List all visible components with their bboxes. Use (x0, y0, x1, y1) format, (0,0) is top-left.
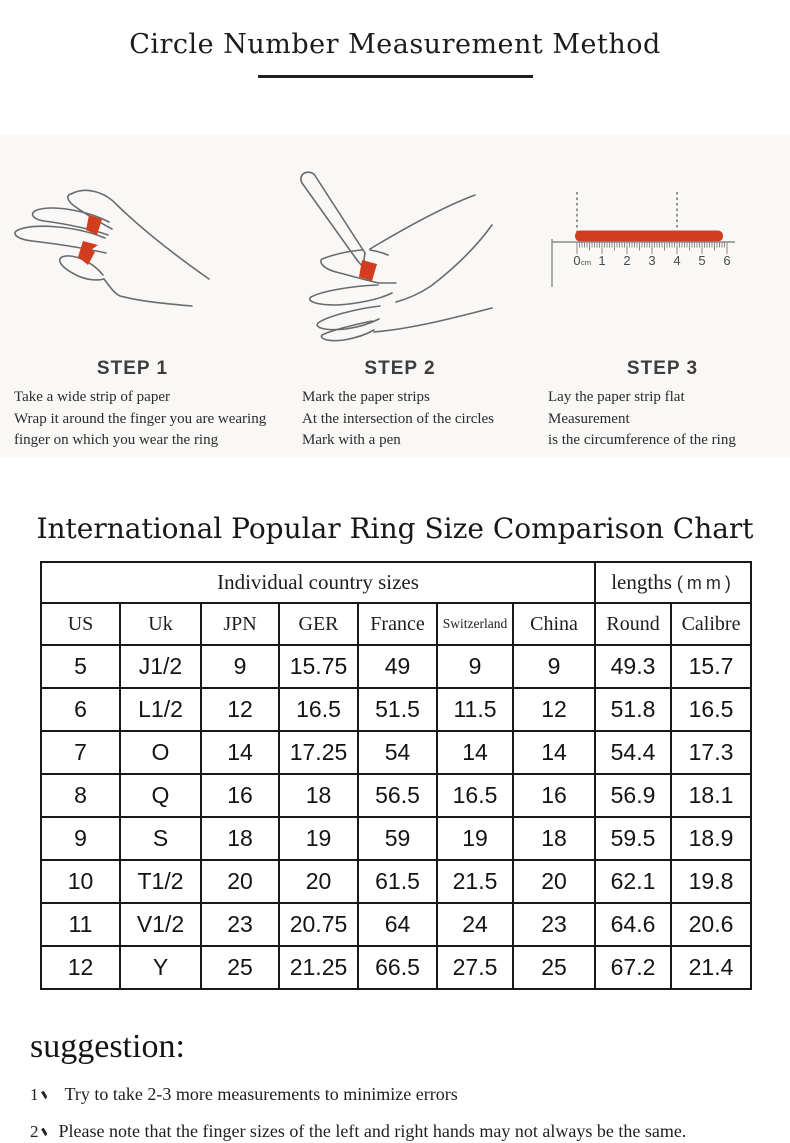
group-header-lengths (595, 562, 751, 603)
svg-text:5: 5 (698, 253, 706, 268)
table-cell: 20.75 (279, 903, 358, 946)
table-cell: 16 (513, 774, 595, 817)
table-cell: 9 (201, 645, 279, 688)
suggestion-item-2 (30, 1120, 790, 1143)
table-cell: 19 (279, 817, 358, 860)
suggestion-heading: suggestion: (30, 1028, 185, 1065)
table-cell: 24 (437, 903, 513, 946)
table-cell: 62.1 (595, 860, 671, 903)
step-3-illustration (535, 135, 790, 357)
hand-with-paper-strip-icon (8, 153, 258, 358)
step-1 (0, 135, 265, 457)
page-title: Circle Number Measurement Method (129, 29, 661, 60)
table-cell: 20 (513, 860, 595, 903)
table-cell: 17.25 (279, 731, 358, 774)
table-row (41, 903, 751, 946)
column-header-row (41, 603, 751, 645)
table-cell: 9 (437, 645, 513, 688)
step-2-description (265, 387, 535, 452)
item-text: Please note that the finger sizes of the left and right hands may not always be the same. (58, 1121, 687, 1141)
ring-size-table (40, 561, 752, 990)
table-cell: 27.5 (437, 946, 513, 989)
table-cell: 15.7 (671, 645, 751, 688)
group-header-row (41, 562, 751, 603)
step-2-line: At the intersection of the circles (302, 410, 495, 427)
table-cell: 20.6 (671, 903, 751, 946)
table-cell: 21.25 (279, 946, 358, 989)
measurement-steps (0, 135, 790, 457)
svg-text:4: 4 (673, 253, 681, 268)
lengths-label: lengths (611, 570, 672, 594)
table-cell: 59 (358, 817, 437, 860)
step-3-line: is the circumference of the ring (548, 432, 736, 448)
table-cell: 12 (201, 688, 279, 731)
ruler-unit-label: cm (581, 258, 591, 267)
chart-title: International Popular Ring Size Comparison Chart (36, 512, 754, 545)
table-cell: 18.9 (671, 817, 751, 860)
table-cell: 18 (279, 774, 358, 817)
table-cell: 61.5 (358, 860, 437, 903)
table-cell: 14 (201, 731, 279, 774)
table-cell: 21.4 (671, 946, 751, 989)
table-cell: 23 (513, 903, 595, 946)
column-header-jpn: JPN (201, 603, 279, 645)
svg-text:1: 1 (598, 253, 606, 268)
table-cell: 56.9 (595, 774, 671, 817)
table-cell: Q (120, 774, 201, 817)
table-cell: 54 (358, 731, 437, 774)
step-1-line: Take a wide strip of paper (14, 389, 170, 405)
ideographic-comma (41, 1126, 50, 1137)
step-3-label: STEP 3 (626, 358, 699, 379)
table-cell: 54.4 (595, 731, 671, 774)
table-row (41, 946, 751, 989)
table-cell: 9 (513, 645, 595, 688)
ruler-numbers (573, 253, 730, 268)
table-cell: J1/2 (120, 645, 201, 688)
step-2-illustration (265, 135, 535, 357)
item-text: Try to take 2-3 more measurements to minimize errors (64, 1084, 458, 1104)
step-2 (265, 135, 535, 457)
step-3-line: Measurement (548, 410, 630, 427)
table-cell: 56.5 (358, 774, 437, 817)
step-1-line: Wrap it around the finger you are wearing (14, 410, 267, 427)
table-cell: 49.3 (595, 645, 671, 688)
column-header-switzerland: Switzerland (437, 603, 513, 645)
table-cell: T1/2 (120, 860, 201, 903)
column-header-calibre: Calibre (671, 603, 751, 645)
step-3-description (535, 387, 790, 452)
table-cell: S (120, 817, 201, 860)
table-cell: 20 (279, 860, 358, 903)
table-cell: 21.5 (437, 860, 513, 903)
table-row (41, 731, 751, 774)
pen-mark (359, 260, 377, 281)
ideographic-comma (41, 1089, 50, 1100)
svg-text:6: 6 (723, 253, 731, 268)
table-cell: 8 (41, 774, 120, 817)
table-cell: 14 (437, 731, 513, 774)
table-cell: 51.8 (595, 688, 671, 731)
table-cell: 59.5 (595, 817, 671, 860)
ring-size-table-body (41, 645, 751, 989)
table-cell: 64 (358, 903, 437, 946)
table-cell: 12 (513, 688, 595, 731)
column-header-france: France (358, 603, 437, 645)
table-cell: 18.1 (671, 774, 751, 817)
table-cell: 7 (41, 731, 120, 774)
hand-with-pen-icon (280, 153, 520, 353)
title-underline (258, 75, 533, 78)
table-cell: 16.5 (279, 688, 358, 731)
table-row (41, 645, 751, 688)
table-row (41, 688, 751, 731)
table-cell: 20 (201, 860, 279, 903)
suggestion-item-1 (30, 1083, 790, 1106)
column-header-uk: Uk (120, 603, 201, 645)
table-cell: 16.5 (437, 774, 513, 817)
step-3-line: Lay the paper strip flat (548, 389, 685, 405)
table-cell: L1/2 (120, 688, 201, 731)
item-number: 1 (30, 1085, 39, 1104)
header (0, 0, 790, 78)
table-cell: Y (120, 946, 201, 989)
paper-strip (575, 231, 723, 242)
table-cell: 14 (513, 731, 595, 774)
item-number: 2 (30, 1122, 39, 1141)
table-cell: 25 (513, 946, 595, 989)
table-cell: 16 (201, 774, 279, 817)
step-1-label: STEP 1 (96, 358, 169, 379)
table-cell: 11.5 (437, 688, 513, 731)
step-3 (535, 135, 790, 457)
step-1-description (0, 387, 265, 452)
table-cell: 64.6 (595, 903, 671, 946)
table-cell: 23 (201, 903, 279, 946)
step-1-illustration (0, 135, 265, 357)
table-cell: 66.5 (358, 946, 437, 989)
step-2-line: Mark with a pen (302, 432, 401, 448)
table-cell: 11 (41, 903, 120, 946)
table-row (41, 817, 751, 860)
table-row (41, 860, 751, 903)
table-cell: 25 (201, 946, 279, 989)
paper-strip-mark (78, 215, 102, 265)
svg-text:0: 0 (573, 253, 581, 268)
column-header-us: US (41, 603, 120, 645)
table-cell: 51.5 (358, 688, 437, 731)
step-1-line: finger on which you wear the ring (14, 432, 219, 448)
table-cell: 17.3 (671, 731, 751, 774)
table-cell: 67.2 (595, 946, 671, 989)
table-row (41, 774, 751, 817)
table-cell: 5 (41, 645, 120, 688)
svg-text:2: 2 (623, 253, 631, 268)
table-cell: 19.8 (671, 860, 751, 903)
step-2-line: Mark the paper strips (302, 389, 430, 405)
group-header-country-sizes: Individual country sizes (41, 562, 595, 603)
column-header-ger: GER (279, 603, 358, 645)
suggestion-section (30, 1026, 790, 1143)
table-cell: 18 (513, 817, 595, 860)
table-cell: 9 (41, 817, 120, 860)
table-cell: 12 (41, 946, 120, 989)
table-cell: 49 (358, 645, 437, 688)
column-header-china: China (513, 603, 595, 645)
lengths-unit: (mm) (676, 573, 735, 593)
table-cell: O (120, 731, 201, 774)
column-header-round: Round (595, 603, 671, 645)
step-2-label: STEP 2 (364, 358, 436, 379)
table-cell: 18 (201, 817, 279, 860)
table-cell: 6 (41, 688, 120, 731)
table-cell: V1/2 (120, 903, 201, 946)
table-cell: 16.5 (671, 688, 751, 731)
svg-text:3: 3 (648, 253, 656, 268)
table-cell: 19 (437, 817, 513, 860)
table-cell: 15.75 (279, 645, 358, 688)
table-cell: 10 (41, 860, 120, 903)
ruler-with-paper-strip-icon (545, 179, 780, 297)
